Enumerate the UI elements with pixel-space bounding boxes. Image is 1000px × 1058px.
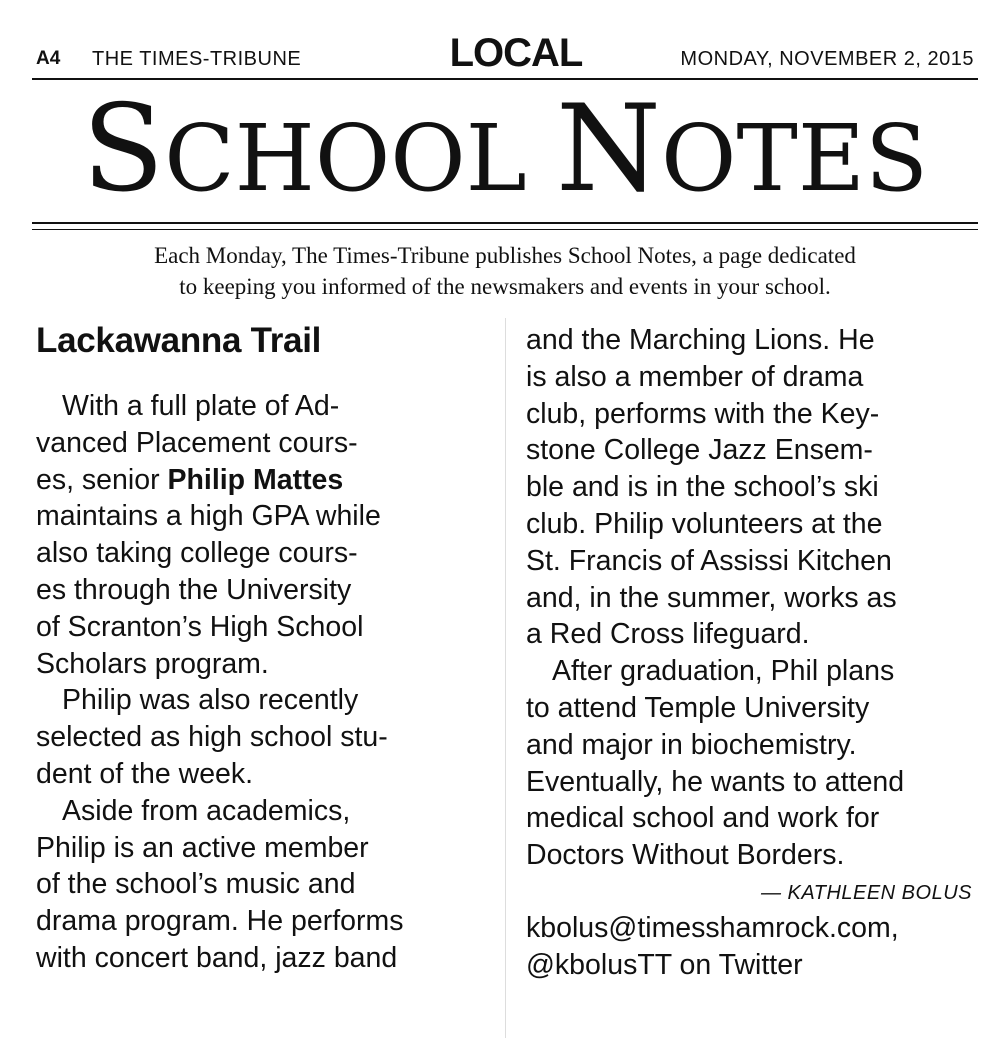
author-twitter: @kbolusTT on Twitter [526, 948, 803, 981]
article-line: and, in the summer, works as [526, 581, 897, 614]
article-line: a Red Cross lifeguard. [526, 618, 810, 651]
article-line: Philip was also recently [62, 684, 359, 717]
article-line: dent of the week. [36, 757, 254, 790]
section-name: LOCAL [449, 31, 583, 75]
masthead-rule [32, 222, 978, 230]
article-line: is also a member of drama [526, 360, 864, 393]
masthead-initial-n: N [556, 80, 662, 219]
article-line: club. Philip volunteers at the [526, 507, 883, 540]
article-line: Philip is an active member [36, 831, 369, 864]
masthead-initial-s: S [81, 80, 165, 219]
article-line: maintains a high GPA while [36, 500, 381, 533]
student-name: Philip Mattes [167, 463, 344, 496]
article-line: selected as high school stu- [36, 721, 388, 754]
article-line: With a full plate of Ad- [62, 390, 340, 422]
article-line: St. Francis of Assissi Kitchen [526, 544, 892, 577]
article-line: Aside from academics, [62, 794, 351, 827]
publication-date: MONDAY, NOVEMBER 2, 2015 [680, 48, 974, 70]
column-divider [505, 318, 506, 1038]
article-line: Doctors Without Borders. [526, 839, 845, 872]
intro-line: to keeping you informed of the newsmakers and events in your school. [179, 274, 831, 299]
article-line: also taking college cours- [36, 537, 358, 570]
article-line: with concert band, jazz band [36, 941, 398, 974]
article-line: and major in biochemistry. [526, 728, 857, 761]
article-line: es through the University [36, 573, 352, 606]
article-line: vanced Placement cours- [36, 426, 358, 459]
article-column-left [36, 318, 498, 977]
article-line: and the Marching Lions. He [526, 324, 875, 356]
article-line: Eventually, he wants to attend [526, 765, 905, 798]
author-byline: — KATHLEEN BOLUS [760, 881, 972, 904]
page-header-strip [32, 30, 978, 80]
article-line [36, 462, 498, 499]
article-text: es, senior [36, 463, 168, 496]
article-line: After graduation, Phil plans [552, 655, 895, 688]
article-line: stone College Jazz Ensem- [526, 434, 873, 467]
article-line: club, performs with the Key- [526, 397, 880, 430]
paper-name: THE TIMES-TRIBUNE [92, 48, 302, 70]
masthead-word-otes: OTES [661, 105, 929, 212]
article-line: drama program. He performs [36, 905, 404, 938]
masthead-title [32, 80, 978, 219]
author-email: kbolus@timesshamrock.com, [526, 911, 899, 944]
article-line: to attend Temple University [526, 691, 870, 724]
intro-deck [32, 240, 978, 302]
article-line: medical school and work for [526, 802, 880, 835]
page-number: A4 [36, 48, 61, 69]
masthead-word-chool: CHOOL [164, 105, 527, 212]
article-column-right [526, 322, 986, 984]
intro-line: Each Monday, The Times-Tribune publishes School Notes, a page dedicated [154, 243, 856, 268]
article-line: of the school’s music and [36, 868, 356, 901]
article-line: of Scranton’s High School [36, 610, 364, 643]
article-line: ble and is in the school’s ski [526, 471, 879, 504]
article-line: Scholars program. [36, 647, 269, 680]
article-headline: Lackawanna Trail [36, 321, 322, 360]
